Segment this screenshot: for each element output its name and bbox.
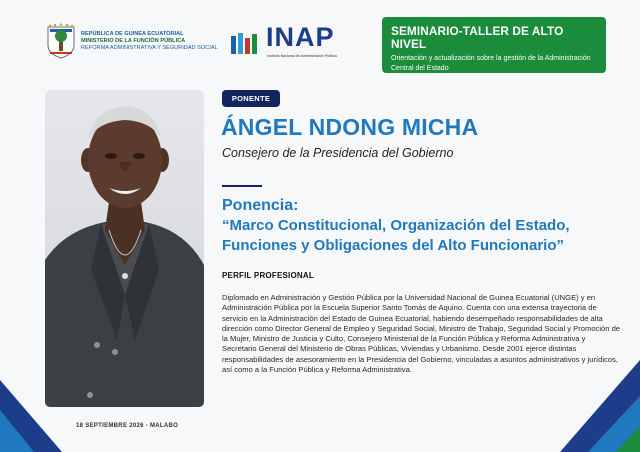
profile-body: Diplomado en Administración y Gestión Pública por la Universidad Nacional de Guinea Ecuatorial (UNGE) y en Administración Pública por la Escuela Superior Santo Tomás de Aquino. Cuenta con una extensa trayectoria de servicio en la Administración del Estado de Guinea Ecuatorial, habiendo desempeñado responsabilidades de alta dirección como Director General de Empleo y Seguridad Social, Ministro de Trabajo, Seguridad Social y Promoción de la Mujer, Ministro de Justicia y Culto, Consejero Ministerial de la Función Pública y Reforma Administrativa y Secretario General del Ministerio de Obras Públicas, Viviendas y Urbanismo. Desde 2001 ejerce distintas responsabilidades de asesoramiento en la Presidencia del Gobierno, vinculadas a asuntos administrativos y jurídicos, así como a la Función Pública y Reforma Administrativa. xyxy=(222,293,621,375)
government-name xyxy=(81,31,218,52)
inap-wordmark: INAP xyxy=(266,22,335,52)
inap-subtitle: Instituto Nacional de Administración Pública xyxy=(267,54,337,58)
gov-line-1: REPÚBLICA DE GUINEA ECUATORIAL xyxy=(81,31,184,37)
speaker-name: ÁNGEL NDONG MICHA xyxy=(221,114,479,140)
speaker-portrait-illustration xyxy=(45,90,204,407)
seminar-banner xyxy=(382,17,606,73)
inap-logo-icon xyxy=(230,30,260,56)
corner-decoration-right xyxy=(560,360,640,452)
gov-line-3: REFORMA ADMINISTRATIVA Y SEGURIDAD SOCIAL xyxy=(81,45,218,51)
coat-of-arms-icon xyxy=(44,23,78,59)
corner-decoration-left xyxy=(0,380,70,452)
seminar-subtitle: Orientación y actualización sobre la gestión de la Administración Central del Estado xyxy=(391,55,591,72)
gov-line-2: MINISTERIO DE LA FUNCIÓN PÚBLICA xyxy=(81,38,186,44)
divider xyxy=(222,185,262,187)
profile-heading: PERFIL PROFESIONAL xyxy=(222,271,314,280)
speaker-photo xyxy=(45,90,204,407)
talk-label: Ponencia: xyxy=(222,197,299,214)
talk-title: “Marco Constitucional, Organización del Estado, Funciones y Obligaciones del Alto Funcionario” xyxy=(222,217,570,254)
event-date: 18 SEPTIEMBRE 2026 - MALABO xyxy=(76,423,179,429)
seminar-title: SEMINARIO-TALLER DE ALTO NIVEL xyxy=(391,24,564,51)
speaker-role: Consejero de la Presidencia del Gobierno xyxy=(222,146,454,160)
speaker-badge: PONENTE xyxy=(222,90,280,107)
